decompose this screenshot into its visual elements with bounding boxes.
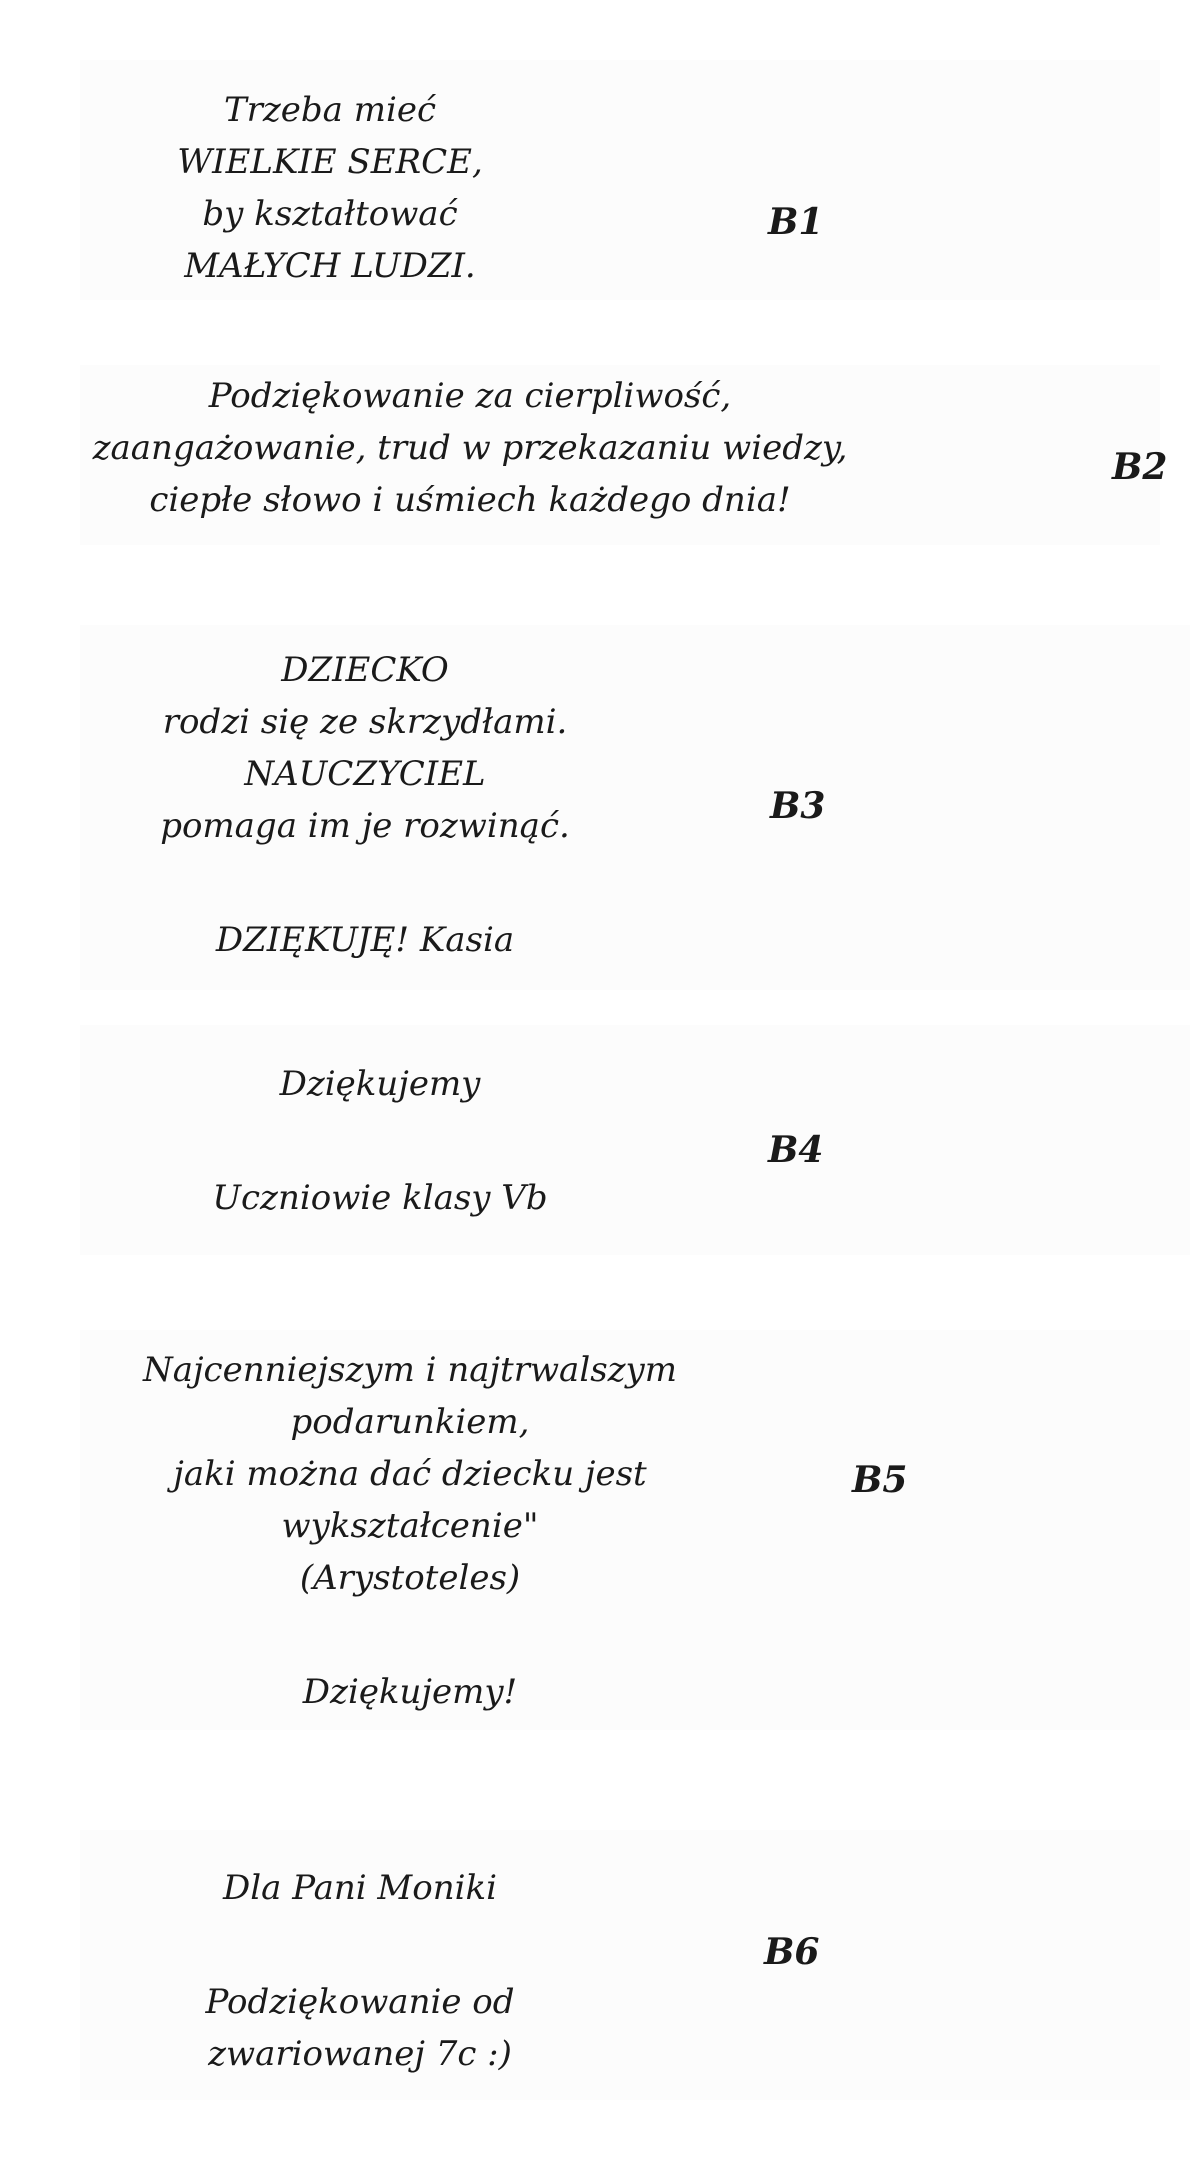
line-gap bbox=[150, 852, 580, 914]
quote-line: DZIECKO bbox=[281, 650, 449, 690]
quote-line: MAŁYCH LUDZI. bbox=[184, 246, 476, 286]
quote-line: NAUCZYCIEL bbox=[244, 754, 486, 794]
quote-line: Dziękujemy bbox=[279, 1064, 481, 1104]
line-gap bbox=[180, 1110, 580, 1172]
quote-b4 bbox=[180, 1058, 580, 1224]
quote-line: Podziękowanie za cierpliwość, bbox=[208, 376, 732, 416]
quote-line: Dla Pani Moniki bbox=[223, 1868, 497, 1908]
quote-line: zwariowanej 7c :) bbox=[208, 2034, 512, 2074]
quote-b6 bbox=[160, 1862, 560, 2080]
quote-line: Podziękowanie od bbox=[205, 1982, 515, 2022]
line-gap bbox=[140, 1604, 680, 1666]
card-code-b5: B5 bbox=[852, 1459, 908, 1501]
quote-line: Najcenniejszym i najtrwalszym bbox=[142, 1350, 678, 1390]
quote-line: wykształcenie" bbox=[281, 1506, 539, 1546]
card-code-b2: B2 bbox=[1112, 446, 1168, 488]
quote-line: podarunkiem, bbox=[290, 1402, 530, 1442]
quote-author: (Arystoteles) bbox=[299, 1558, 521, 1598]
quote-line: pomaga im je rozwinąć. bbox=[160, 806, 570, 846]
line-gap bbox=[160, 1914, 560, 1976]
quote-line: jaki można dać dziecku jest bbox=[173, 1454, 647, 1494]
quote-b2 bbox=[80, 370, 860, 526]
card-code-b6: B6 bbox=[764, 1931, 820, 1973]
card-code-b3: B3 bbox=[770, 785, 826, 827]
quote-line: by kształtować bbox=[202, 194, 458, 234]
quote-line: rodzi się ze skrzydłami. bbox=[162, 702, 568, 742]
quote-line: zaangażowanie, trud w przekazaniu wiedzy, bbox=[92, 428, 848, 468]
quote-b3 bbox=[150, 644, 580, 966]
quote-signature: Dziękujemy! bbox=[302, 1672, 518, 1712]
quote-b5 bbox=[140, 1344, 680, 1718]
quote-line: WIELKIE SERCE, bbox=[177, 142, 483, 182]
quote-signature: Uczniowie klasy Vb bbox=[212, 1178, 548, 1218]
quote-b1 bbox=[130, 84, 530, 292]
card-code-b4: B4 bbox=[768, 1129, 824, 1171]
card-code-b1: B1 bbox=[768, 201, 824, 243]
quote-signature: DZIĘKUJĘ! Kasia bbox=[215, 920, 515, 960]
quote-line: ciepłe słowo i uśmiech każdego dnia! bbox=[149, 480, 791, 520]
quote-line: Trzeba mieć bbox=[223, 90, 437, 130]
